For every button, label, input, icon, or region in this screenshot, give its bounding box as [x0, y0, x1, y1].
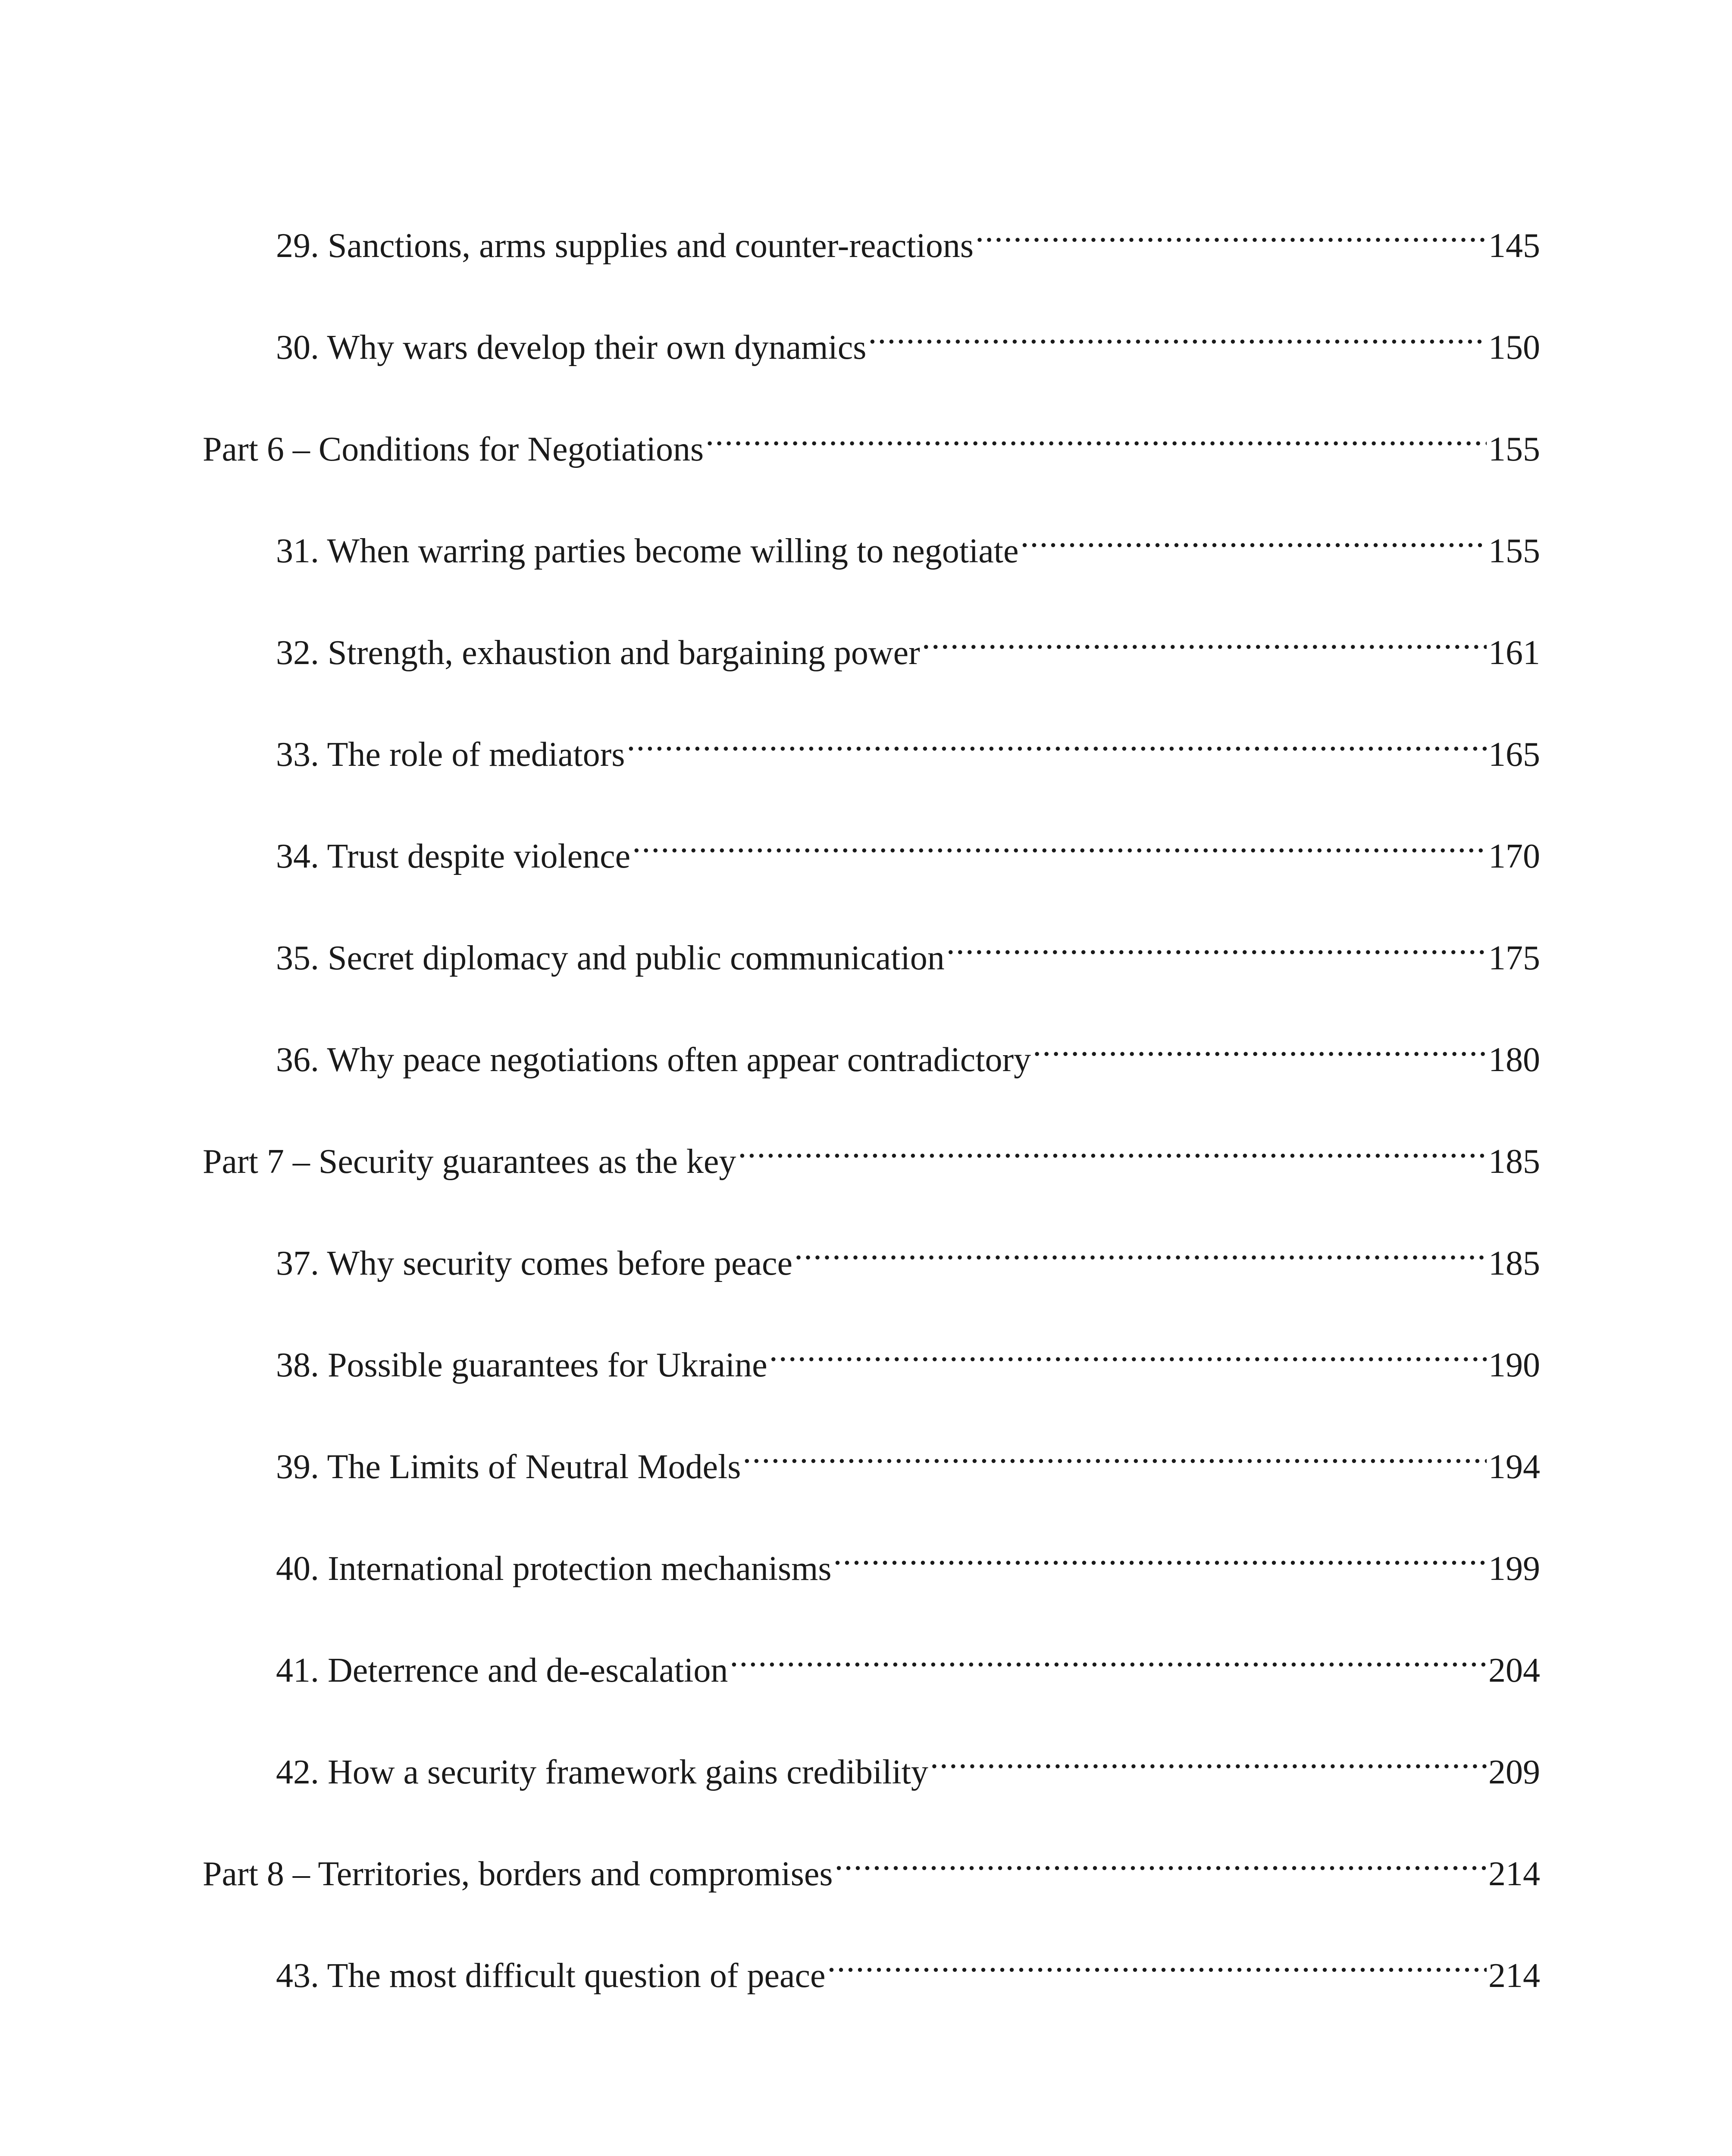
toc-entry [276, 1223, 1540, 1282]
toc-entry [276, 714, 1540, 774]
toc-entry [276, 1732, 1540, 1791]
toc-entry-title: 38. Possible guarantees for Ukraine [276, 1346, 767, 1384]
toc-entry-title: 41. Deterrence and de-escalation [276, 1651, 728, 1689]
toc-entry [276, 1935, 1540, 1995]
toc-part-title: Part 6 – Conditions for Negotiations [203, 430, 704, 468]
toc-entry-title: 40. International protection mechanisms [276, 1550, 832, 1588]
toc-part-title: Part 7 – Security guarantees as the key [203, 1143, 736, 1181]
toc-dot-leader [922, 612, 1487, 664]
toc-entry [276, 816, 1540, 875]
toc-entry-title: 29. Sanctions, arms supplies and counter-reactions [276, 227, 974, 265]
toc-dot-leader [632, 816, 1487, 868]
toc-dot-leader [730, 1630, 1487, 1682]
toc-entry [276, 205, 1540, 265]
toc-entry-page-number: 199 [1488, 1550, 1540, 1588]
toc-entry [276, 1019, 1540, 1079]
toc-part-entry [203, 1833, 1540, 1893]
toc-entry-page-number: 214 [1488, 1957, 1540, 1995]
toc-dot-leader [705, 409, 1487, 461]
toc-entry-page-number: 194 [1488, 1448, 1540, 1486]
toc-entry-title: 30. Why wars develop their own dynamics [276, 329, 867, 367]
toc-entry-title: 31. When warring parties become willing to negotiate [276, 532, 1019, 570]
toc-dot-leader [930, 1732, 1487, 1783]
toc-dot-leader [1020, 511, 1487, 562]
toc-entry-title: 33. The role of mediators [276, 736, 625, 774]
toc-dot-leader [742, 1426, 1487, 1478]
toc-dot-leader [946, 918, 1487, 969]
toc-dot-leader [738, 1121, 1487, 1173]
toc-entry-page-number: 161 [1488, 634, 1540, 672]
toc-entry-page-number: 165 [1488, 736, 1540, 774]
toc-entry-page-number: 185 [1488, 1244, 1540, 1282]
toc-entry-page-number: 145 [1488, 227, 1540, 265]
toc-entry-title: 32. Strength, exhaustion and bargaining power [276, 634, 920, 672]
toc-entry-title: 39. The Limits of Neutral Models [276, 1448, 741, 1486]
toc-dot-leader [794, 1223, 1487, 1275]
toc-entry-page-number: 185 [1488, 1143, 1540, 1181]
toc-entry-title: 35. Secret diplomacy and public communication [276, 939, 945, 977]
toc-entry-page-number: 204 [1488, 1651, 1540, 1689]
toc-dot-leader [769, 1325, 1487, 1376]
toc-entry-page-number: 214 [1488, 1855, 1540, 1893]
toc-entry-page-number: 190 [1488, 1346, 1540, 1384]
toc-entry-page-number: 150 [1488, 329, 1540, 367]
toc-entry-title: 37. Why security comes before peace [276, 1244, 793, 1282]
toc-entry [276, 612, 1540, 672]
toc-entry-page-number: 175 [1488, 939, 1540, 977]
toc-part-entry [203, 409, 1540, 468]
toc-entry-page-number: 180 [1488, 1041, 1540, 1079]
toc-entry [276, 307, 1540, 367]
toc-entry [276, 1630, 1540, 1689]
toc-entry [276, 1528, 1540, 1588]
toc-entry-page-number: 155 [1488, 430, 1540, 468]
toc-entry-title: 36. Why peace negotiations often appear contradictory [276, 1041, 1031, 1079]
toc-entry-title: 34. Trust despite violence [276, 837, 631, 875]
toc-dot-leader [868, 307, 1487, 359]
toc-entry-page-number: 155 [1488, 532, 1540, 570]
toc-dot-leader [833, 1528, 1487, 1580]
toc-entry-page-number: 170 [1488, 837, 1540, 875]
toc-dot-leader [834, 1833, 1487, 1885]
toc-dot-leader [1033, 1019, 1487, 1071]
toc-entry-title: 42. How a security framework gains credibility [276, 1753, 928, 1791]
toc-part-title: Part 8 – Territories, borders and compromises [203, 1855, 833, 1893]
toc-entry [276, 918, 1540, 977]
toc-entry [276, 511, 1540, 570]
toc-dot-leader [827, 1935, 1487, 1987]
toc-entry-title: 43. The most difficult question of peace [276, 1957, 826, 1995]
toc-entry [276, 1325, 1540, 1384]
toc-entry [276, 1426, 1540, 1486]
toc-part-entry [203, 1121, 1540, 1181]
toc-dot-leader [975, 205, 1487, 257]
toc-entry-page-number: 209 [1488, 1753, 1540, 1791]
toc-dot-leader [626, 714, 1487, 766]
